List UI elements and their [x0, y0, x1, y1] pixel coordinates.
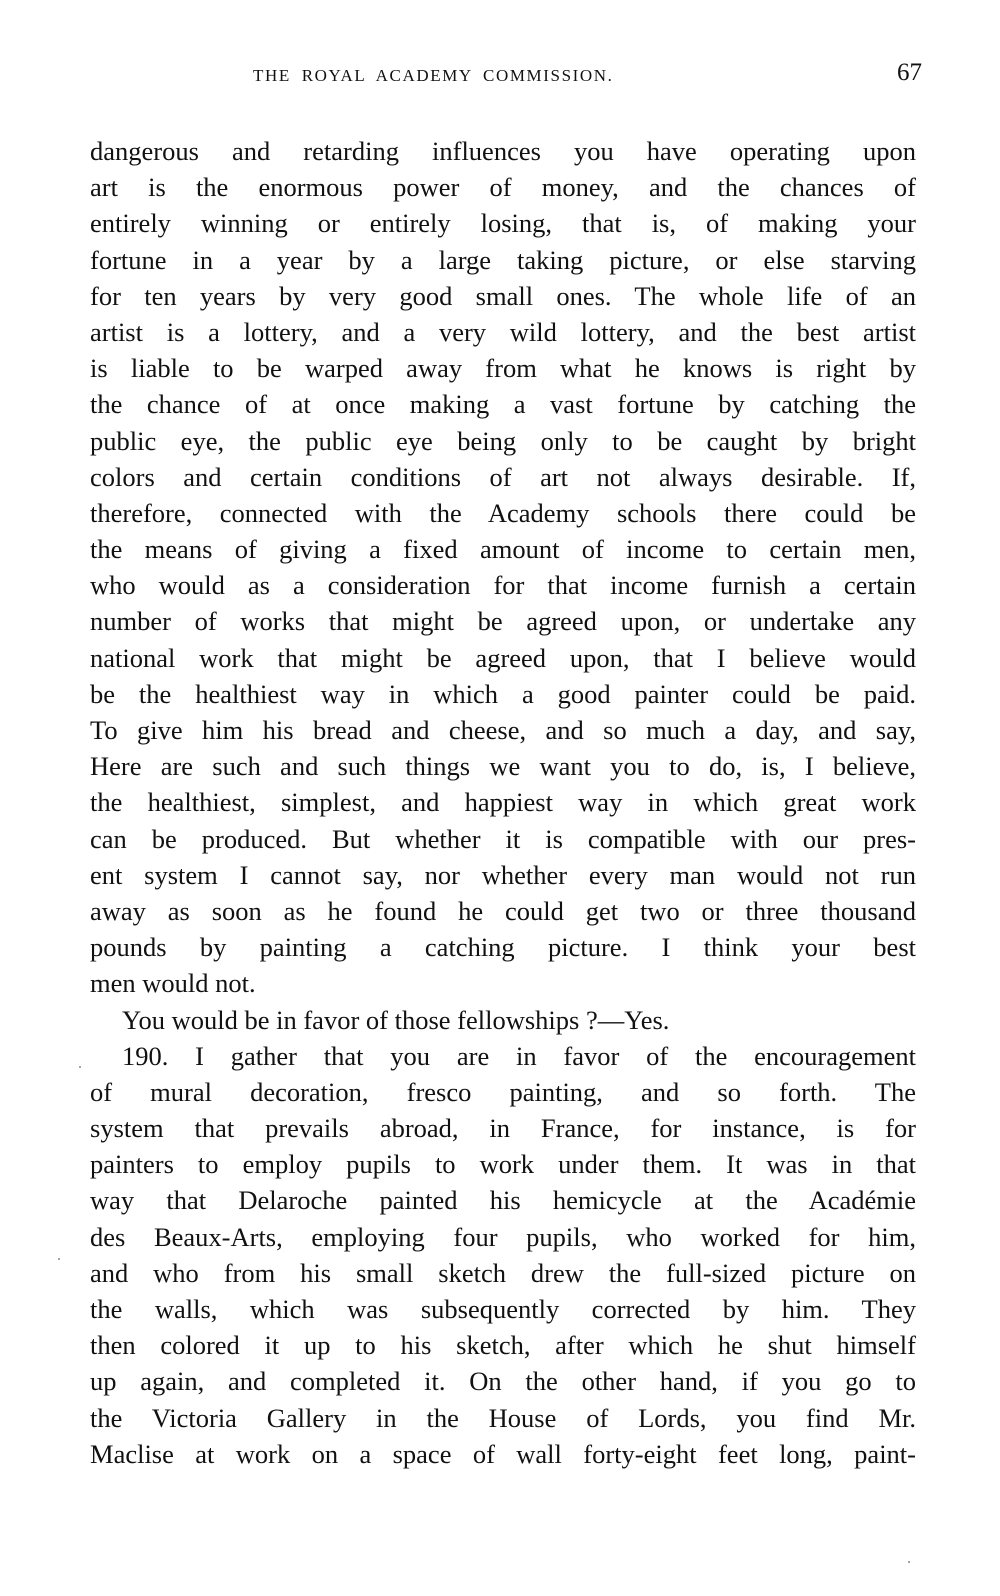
text-line: pounds by painting a catching picture. I think your best: [90, 932, 916, 963]
text-line: therefore, connected with the Academy schools there could be: [90, 497, 916, 528]
text-line: Maclise at work on a space of wall forty-eight feet long, paint-: [90, 1438, 916, 1469]
text-line: and who from his small sketch drew the full-sized picture on: [90, 1257, 916, 1288]
text-line: who would as a consideration for that income furnish a certain: [90, 570, 916, 601]
text-line: ent system I cannot say, nor whether every man would not run: [90, 859, 916, 890]
running-title: THE ROYAL ACADEMY COMMISSION.: [253, 66, 614, 85]
text-line: entirely winning or entirely losing, that is, of making your: [90, 208, 916, 239]
text-line: the Victoria Gallery in the House of Lords, you find Mr.: [90, 1402, 916, 1433]
text-line: the healthiest, simplest, and happiest way in which great work: [90, 787, 916, 818]
text-line: dangerous and retarding influences you have operating upon: [90, 136, 916, 166]
text-line: fortune in a year by a large taking picture, or else starving: [90, 244, 916, 275]
numbered-question-line: 190. I gather that you are in favor of the encouragement: [122, 1040, 916, 1071]
text-line: painters to employ pupils to work under them. It was in that: [90, 1149, 916, 1180]
scan-speck: [79, 1066, 81, 1068]
text-line: the means of giving a fixed amount of income to certain men,: [90, 534, 916, 565]
text-line: away as soon as he found he could get two or three thousand: [90, 895, 916, 926]
text-line: the walls, which was subsequently corrected by him. They: [90, 1294, 916, 1324]
text-line: system that prevails abroad, in France, for instance, is for: [90, 1113, 916, 1144]
text-line: colors and certain conditions of art not always desirable. If,: [90, 461, 916, 492]
text-line: Here are such and such things we want you to do, is, I believe,: [90, 751, 916, 782]
text-line: number of works that might be agreed upon, or undertake any: [90, 606, 916, 637]
text-line: of mural decoration, fresco painting, and so forth. The: [90, 1076, 916, 1107]
text-line: then colored it up to his sketch, after which he shut himself: [90, 1330, 916, 1361]
scan-speck: [58, 1258, 60, 1260]
body-text: [90, 133, 916, 1472]
text-line: up again, and completed it. On the other hand, if you go to: [90, 1366, 916, 1397]
text-line: the chance of at once making a vast fortune by catching the: [90, 389, 916, 420]
text-line: artist is a lottery, and a very wild lottery, and the best artist: [90, 316, 916, 347]
running-head: [0, 61, 1000, 91]
question-answer-line: You would be in favor of those fellowships ?—Yes.: [122, 1004, 670, 1035]
text-line: national work that might be agreed upon, that I believe would: [90, 642, 916, 673]
text-line: be the healthiest way in which a good painter could be paid.: [90, 678, 916, 709]
paragraph-end-line: men would not.: [90, 968, 256, 999]
page-number: 67: [897, 59, 922, 86]
scan-speck: [908, 1561, 910, 1563]
text-line: can be produced. But whether it is compatible with our pres-: [90, 823, 916, 854]
text-line: des Beaux-Arts, employing four pupils, who worked for him,: [90, 1221, 916, 1252]
text-line: is liable to be warped away from what he knows is right by: [90, 353, 916, 384]
text-line: for ten years by very good small ones. The whole life of an: [90, 280, 916, 311]
text-line: way that Delaroche painted his hemicycle at the Académie: [90, 1185, 916, 1216]
text-line: To give him his bread and cheese, and so much a day, and say,: [90, 715, 916, 745]
text-line: art is the enormous power of money, and the chances of: [90, 172, 916, 203]
text-line: public eye, the public eye being only to be caught by bright: [90, 425, 916, 456]
